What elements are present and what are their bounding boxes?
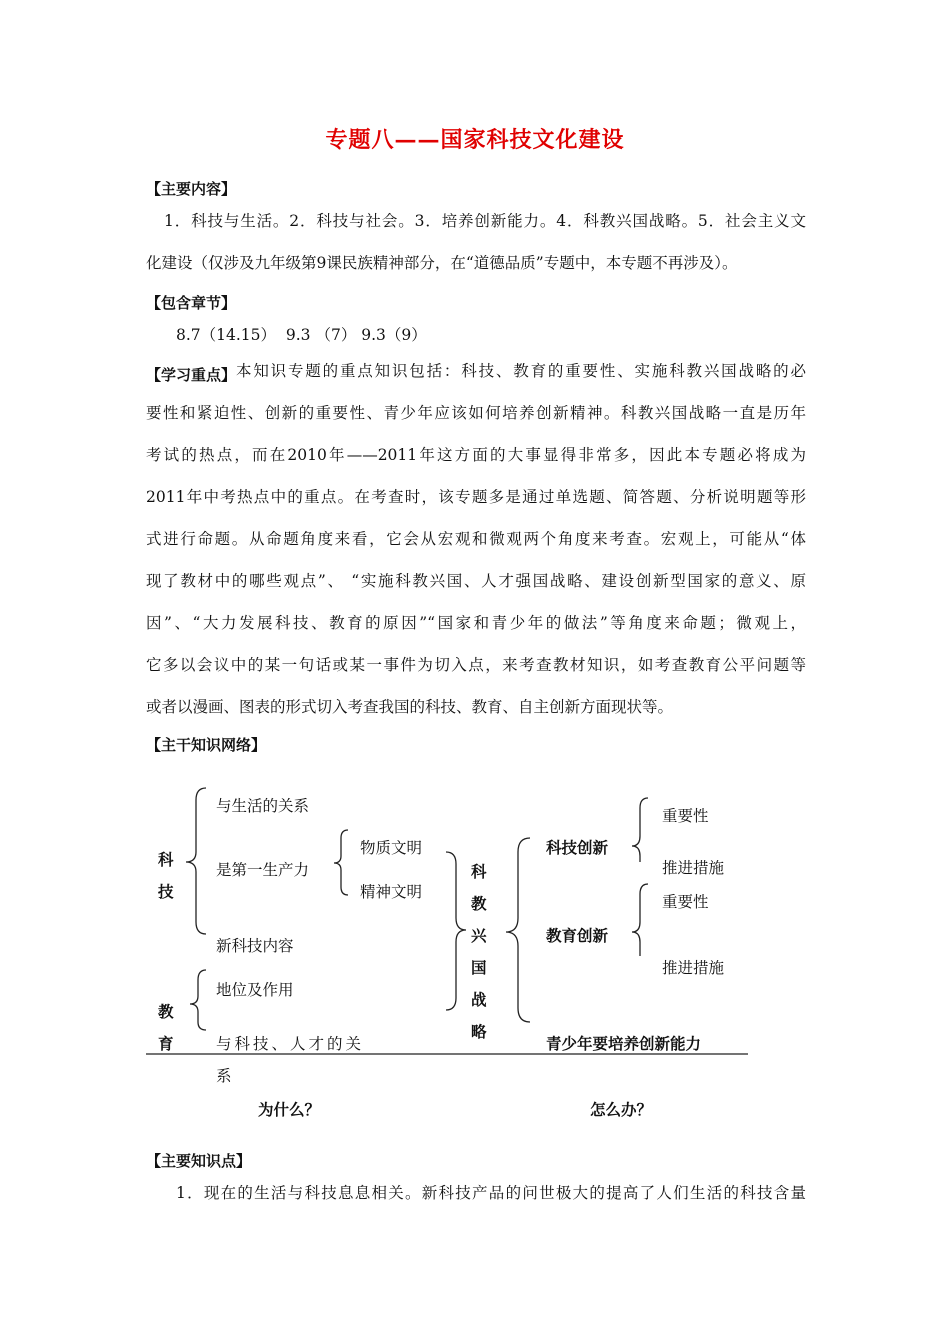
keji-innovation-item: 重要性	[662, 807, 709, 825]
main-content-heading: 【主要内容】	[146, 180, 237, 198]
keji-item: 新科技内容	[216, 937, 294, 955]
key-points-line: 式进行命题。从命题角度来看，它会从宏观和微观两个角度来考查。宏观上，可能从“体	[146, 530, 806, 548]
innovation-label: 科技创新	[546, 838, 609, 857]
key-points-line: 本知识专题的重点知识包括：科技、教育的重要性、实施科教兴国战略的必	[236, 362, 806, 380]
keji-item: 是第一生产力	[216, 861, 310, 879]
brace-strategy-left	[446, 852, 466, 1010]
strategy-char: 教	[471, 894, 487, 913]
key-points-line: 它多以会议中的某一句话或某一事件为切入点，来考查教材知识，如考查教育公平问题等	[146, 656, 806, 674]
strategy-char: 战	[471, 990, 487, 1009]
main-content-line-2: 化建设（仅涉及九年级第9课民族精神部分，在“道德品质”专题中，本专题不再涉及）。	[146, 254, 738, 272]
jiaoyu-item: 系	[216, 1067, 232, 1085]
jiaoyu-innovation-item: 重要性	[662, 893, 709, 911]
knowledge-line-1: 1．现在的生活与科技息息相关。新科技产品的问世极大的提高了人们生活的科技含量	[176, 1184, 806, 1202]
innovation-label: 青少年要培养创新能力	[546, 1034, 702, 1053]
key-points-line: 要性和紧迫性、创新的重要性、青少年应该如何培养创新精神。科教兴国战略一直是历年	[146, 404, 806, 422]
keji-innovation-item: 推进措施	[662, 859, 725, 877]
brace-keji-innovation	[632, 798, 648, 862]
jiaoyu-label-2: 育	[158, 1034, 174, 1053]
jiaoyu-item: 与科技、人才的关	[216, 1035, 365, 1053]
brace-productivity	[334, 830, 348, 895]
strategy-char: 兴	[471, 926, 487, 945]
strategy-char: 略	[471, 1022, 487, 1041]
jiaoyu-item: 地位及作用	[216, 981, 294, 999]
brace-keji	[186, 788, 206, 934]
key-points-line: 现了教材中的哪些观点”、 “实施科教兴国、人才强国战略、建设创新型国家的意义、原	[146, 572, 806, 590]
brace-jiaoyu	[190, 970, 206, 1030]
brace-strategy-right	[506, 838, 530, 1022]
strategy-char: 科	[471, 862, 487, 881]
chapters-heading: 【包含章节】	[146, 294, 237, 312]
key-points-line: 因”、“大力发展科技、教育的原因”“国家和青少年的做法”等角度来命题；微观上，	[146, 614, 806, 632]
brace-jiaoyu-innovation	[632, 884, 648, 956]
knowledge-heading: 【主要知识点】	[146, 1152, 252, 1170]
keji-label-2: 技	[158, 882, 174, 901]
productivity-item: 精神文明	[360, 883, 423, 901]
jiaoyu-label-1: 教	[158, 1002, 174, 1021]
key-points-line: 2011年中考热点中的重点。在考查时，该专题多是通过单选题、简答题、分析说明题等形	[146, 488, 806, 506]
innovation-label: 教育创新	[546, 926, 609, 945]
key-points-line: 考试的热点，而在2010年——2011年这方面的大事显得非常多，因此本专题必将成为	[146, 446, 806, 464]
network-heading: 【主干知识网络】	[146, 736, 267, 754]
key-points-heading: 【学习重点】	[146, 366, 237, 384]
keji-label-1: 科	[158, 850, 174, 869]
main-content-line-1: 1．科技与生活。2．科技与社会。3．培养创新能力。4．科教兴国战略。5．社会主义文	[164, 212, 806, 230]
keji-item: 与生活的关系	[216, 797, 310, 815]
why-label: 为什么？	[258, 1100, 321, 1119]
page-title: 专题八——国家科技文化建设	[325, 127, 625, 153]
how-label: 怎么办？	[590, 1100, 653, 1119]
jiaoyu-innovation-item: 推进措施	[662, 959, 725, 977]
chapters-text: 8.7（14.15） 9.3 （7） 9.3（9）	[176, 326, 427, 344]
strategy-char: 国	[471, 958, 487, 977]
key-points-line: 或者以漫画、图表的形式切入考查我国的科技、教育、自主创新方面现状等。	[146, 698, 674, 716]
keji-innovation-item-clipped	[662, 856, 725, 877]
productivity-item: 物质文明	[360, 839, 423, 857]
